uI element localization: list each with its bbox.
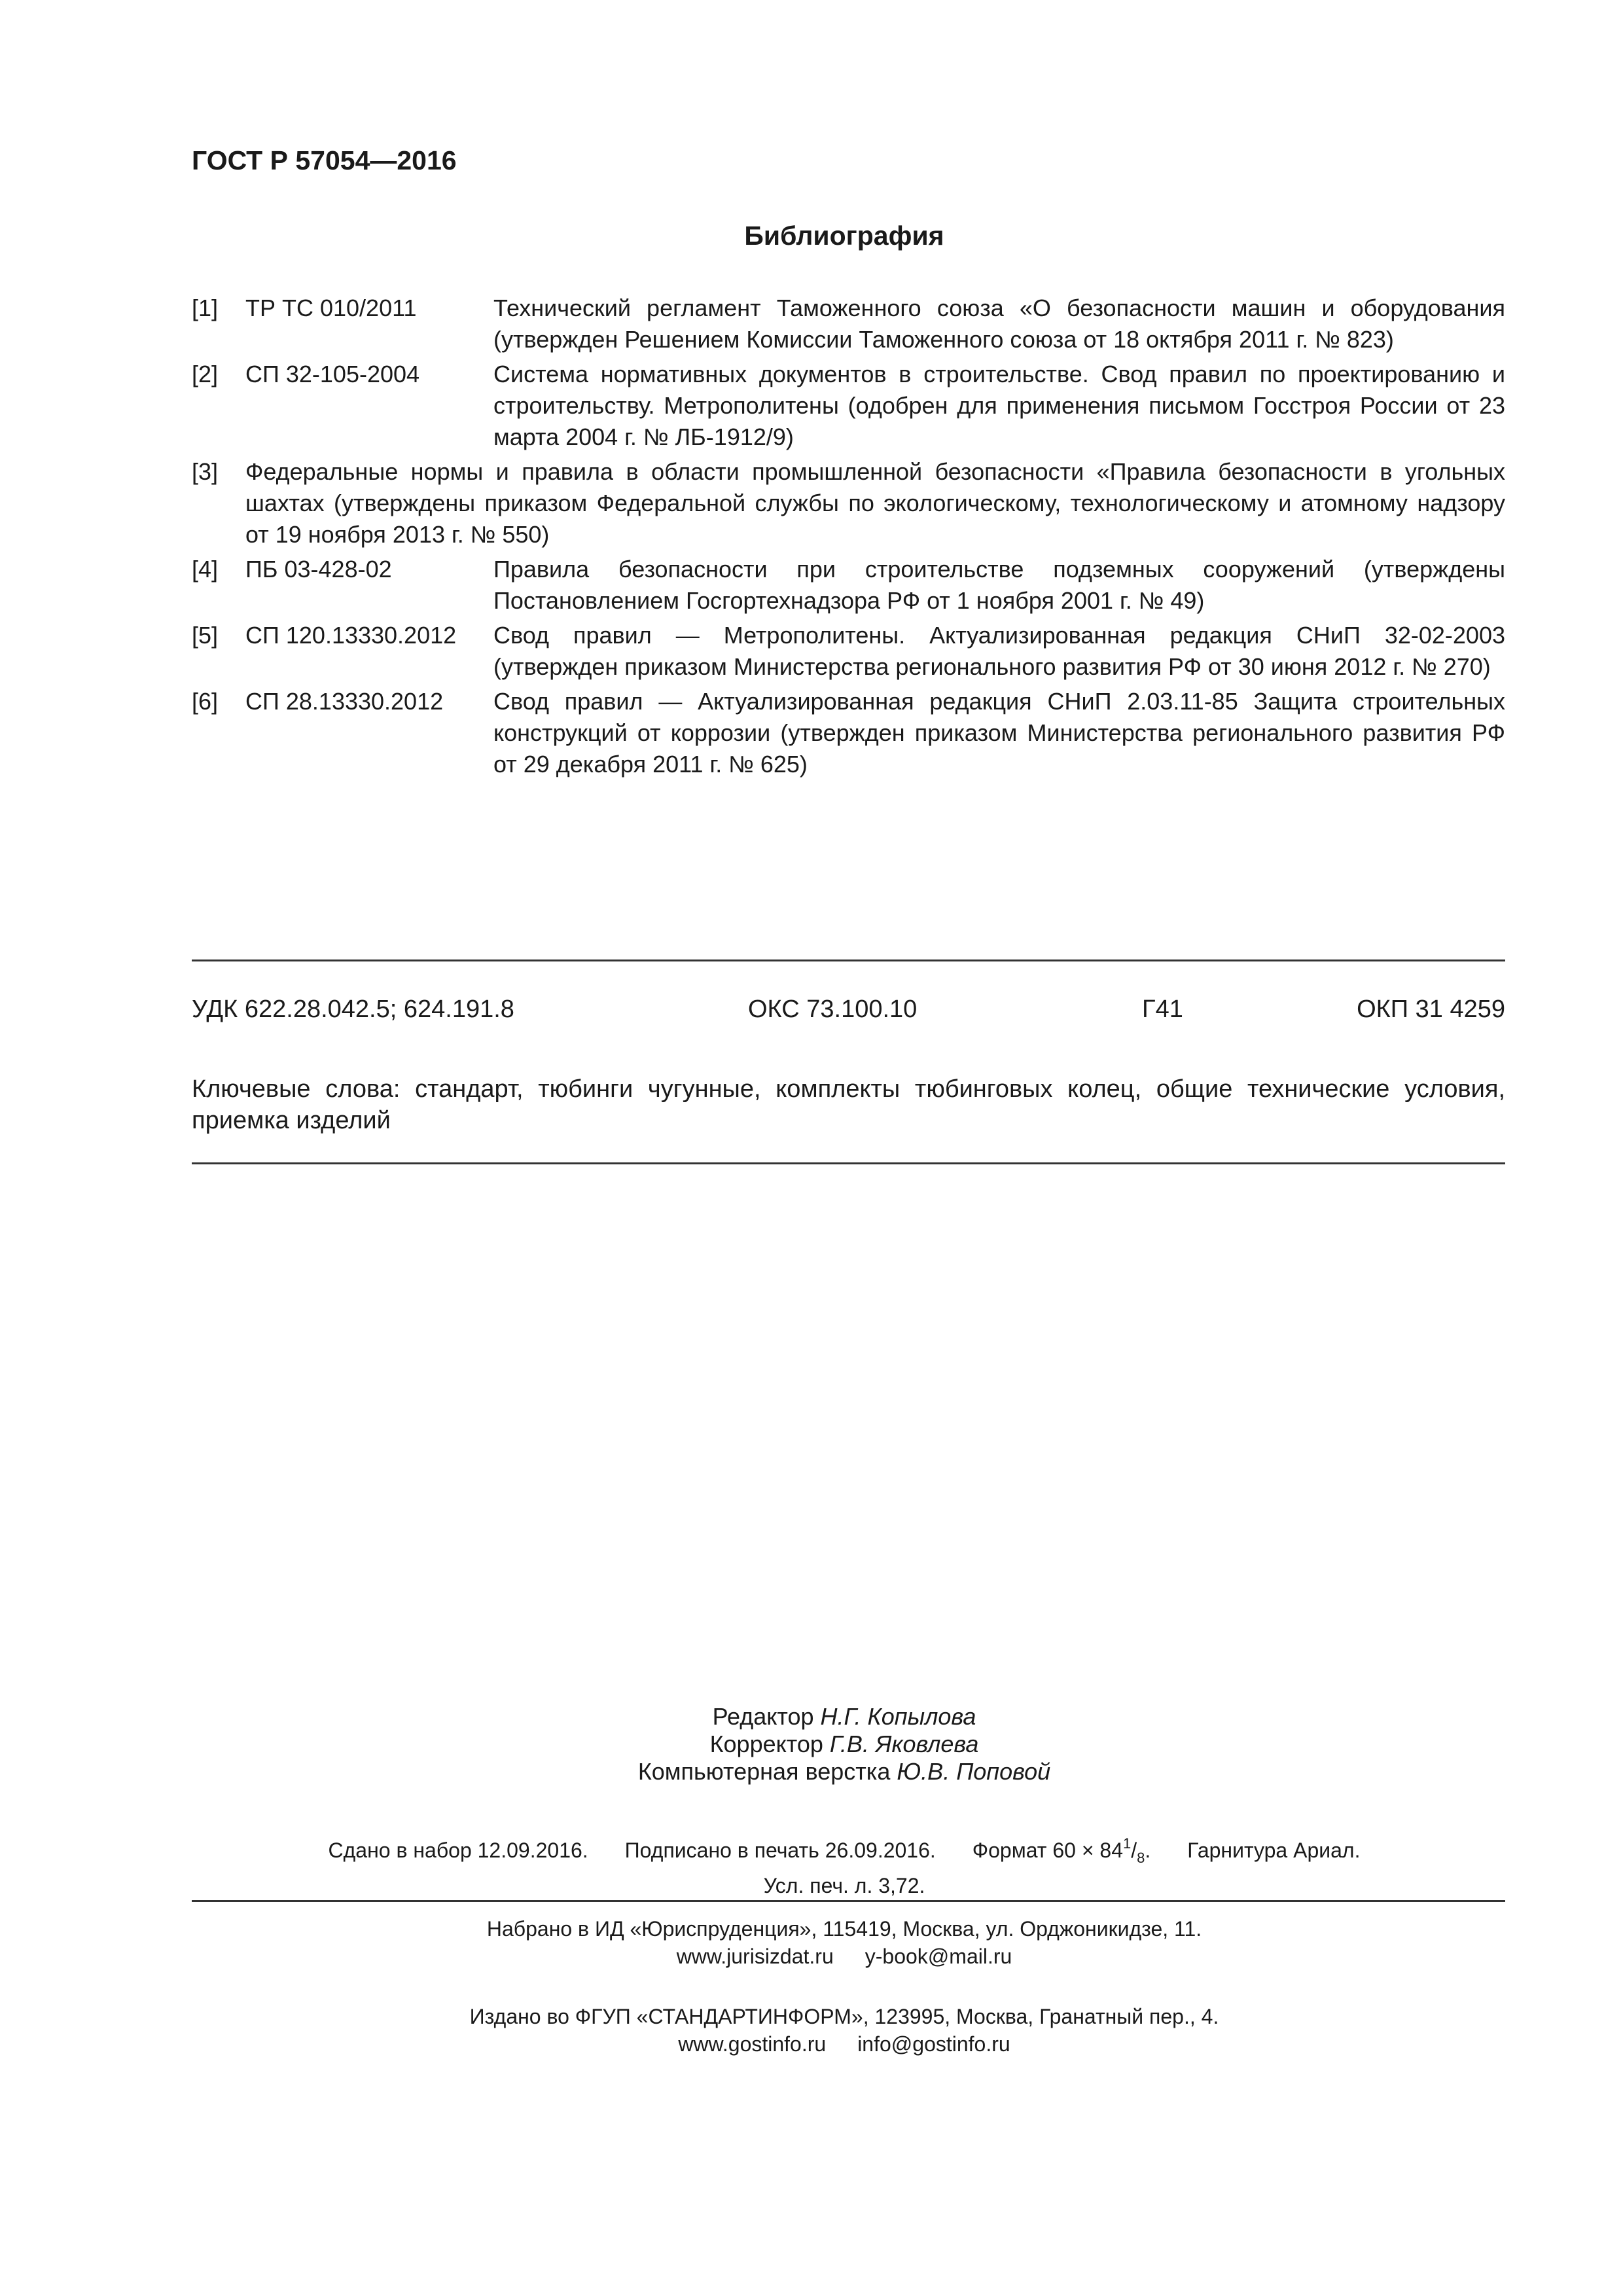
entry-code: СП 120.13330.2012 xyxy=(245,622,457,649)
bibliography-entry xyxy=(192,456,1505,550)
entry-text: Свод правил — Актуализированная редакция СНиП 2.03.11-85 Защита строительных конструкций от коррозии (утвержден приказом Министерства регионального развития РФ от 29 декабря 2011 г. № 625) xyxy=(493,688,1505,778)
udk-code: УДК 622.28.042.5; 624.191.8 xyxy=(192,996,514,1023)
credits-block xyxy=(0,1703,1623,1785)
typeset-block xyxy=(0,1915,1623,1970)
bibliography-title: Библиография xyxy=(744,221,944,251)
publisher-line: Издано во ФГУП «СТАНДАРТИНФОРМ», 123995, Москва, Гранатный пер., 4. xyxy=(469,2005,1219,2028)
entry-text: Федеральные нормы и правила в области промышленной безопасности «Правила безопасности в угольных шахтах (утверждены приказом Федеральной службы по экологическому, технологическому и атомному надзору от 19 ноября 2013 г. № 550) xyxy=(245,458,1505,548)
bibliography-list xyxy=(192,293,1505,783)
bibliography-entry xyxy=(192,554,1505,617)
sheets-info: Усл. печ. л. 3,72. xyxy=(763,1874,925,1897)
typeset-line: Набрано в ИД «Юриспруденция», 115419, Москва, ул. Орджоникидзе, 11. xyxy=(486,1917,1202,1941)
entry-text: Правила безопасности при строительстве подземных сооружений (утверждены Постановлением Госгортехнадзора РФ от 1 ноября 2001 г. № 49) xyxy=(493,556,1505,614)
entry-number: [4] xyxy=(192,556,219,583)
entry-code: ПБ 03-428-02 xyxy=(245,556,392,583)
entry-number: [6] xyxy=(192,688,219,715)
bibliography-entry xyxy=(192,359,1505,453)
divider-bottom xyxy=(192,1900,1505,1902)
typeset-email[interactable]: y-book@mail.ru xyxy=(865,1945,1012,1968)
entry-text: Свод правил — Метрополитены. Актуализированная редакция СНиП 32-02-2003 (утвержден приказом Министерства регионального развития РФ от 30 июня 2012 г. № 270) xyxy=(493,622,1505,680)
print-info-block xyxy=(0,1830,1623,1899)
corrector-name: Г.В. Яковлева xyxy=(829,1731,979,1757)
editor-label: Редактор xyxy=(712,1703,814,1730)
layout-name: Ю.В. Поповой xyxy=(897,1758,1051,1785)
entry-number: [1] xyxy=(192,295,219,321)
submitted-date: Сдано в набор 12.09.2016. xyxy=(328,1839,588,1862)
format-info: Формат $60 \times 84^1/_8$. xyxy=(972,1835,1151,1866)
document-id-header: ГОСТ Р 57054—2016 xyxy=(192,145,457,175)
divider-middle xyxy=(192,1162,1505,1164)
entry-number: [3] xyxy=(192,458,219,485)
publisher-website[interactable]: www.gostinfo.ru xyxy=(678,2032,827,2056)
entry-number: [5] xyxy=(192,622,219,649)
entry-text: Система нормативных документов в строительстве. Свод правил по проектированию и строительству. Метрополитены (одобрен для применения письмом Госстроя России от 23 марта 2004 г. № ЛБ-1912/9) xyxy=(493,361,1505,450)
editor-name: Н.Г. Копылова xyxy=(820,1703,976,1730)
corrector-label: Корректор xyxy=(709,1731,823,1757)
entry-code: СП 32-105-2004 xyxy=(245,361,420,387)
bibliography-entry xyxy=(192,293,1505,355)
divider-top xyxy=(192,960,1505,961)
editor-line xyxy=(0,1703,1623,1731)
layout-label: Компьютерная верстка xyxy=(637,1758,891,1785)
entry-number: [2] xyxy=(192,361,219,387)
publisher-email[interactable]: info@gostinfo.ru xyxy=(857,2032,1010,2056)
typeface-info: Гарнитура Ариал. xyxy=(1187,1839,1361,1862)
oks-code: ОКС 73.100.10 xyxy=(748,996,918,1023)
entry-text: Технический регламент Таможенного союза «О безопасности машин и оборудования (утвержден Решением Комиссии Таможенного союза от 18 октября 2011 г. № 823) xyxy=(493,295,1505,353)
entry-code: СП 28.13330.2012 xyxy=(245,688,444,715)
group-code: Г41 xyxy=(1142,996,1183,1023)
entry-code: ТР ТС 010/2011 xyxy=(245,295,417,321)
print-info-line xyxy=(0,1830,1623,1872)
okp-code: ОКП 31 4259 xyxy=(1357,996,1505,1023)
publisher-block xyxy=(0,2003,1623,2058)
corrector-line xyxy=(0,1731,1623,1758)
bibliography-entry xyxy=(192,686,1505,780)
bibliography-entry xyxy=(192,620,1505,683)
layout-line xyxy=(0,1758,1623,1785)
keywords: Ключевые слова: стандарт, тюбинги чугунные, комплекты тюбинговых колец, общие технические условия, приемка изделий xyxy=(192,1075,1505,1134)
signed-date: Подписано в печать 26.09.2016. xyxy=(624,1839,936,1862)
typeset-website[interactable]: www.jurisizdat.ru xyxy=(676,1945,834,1968)
